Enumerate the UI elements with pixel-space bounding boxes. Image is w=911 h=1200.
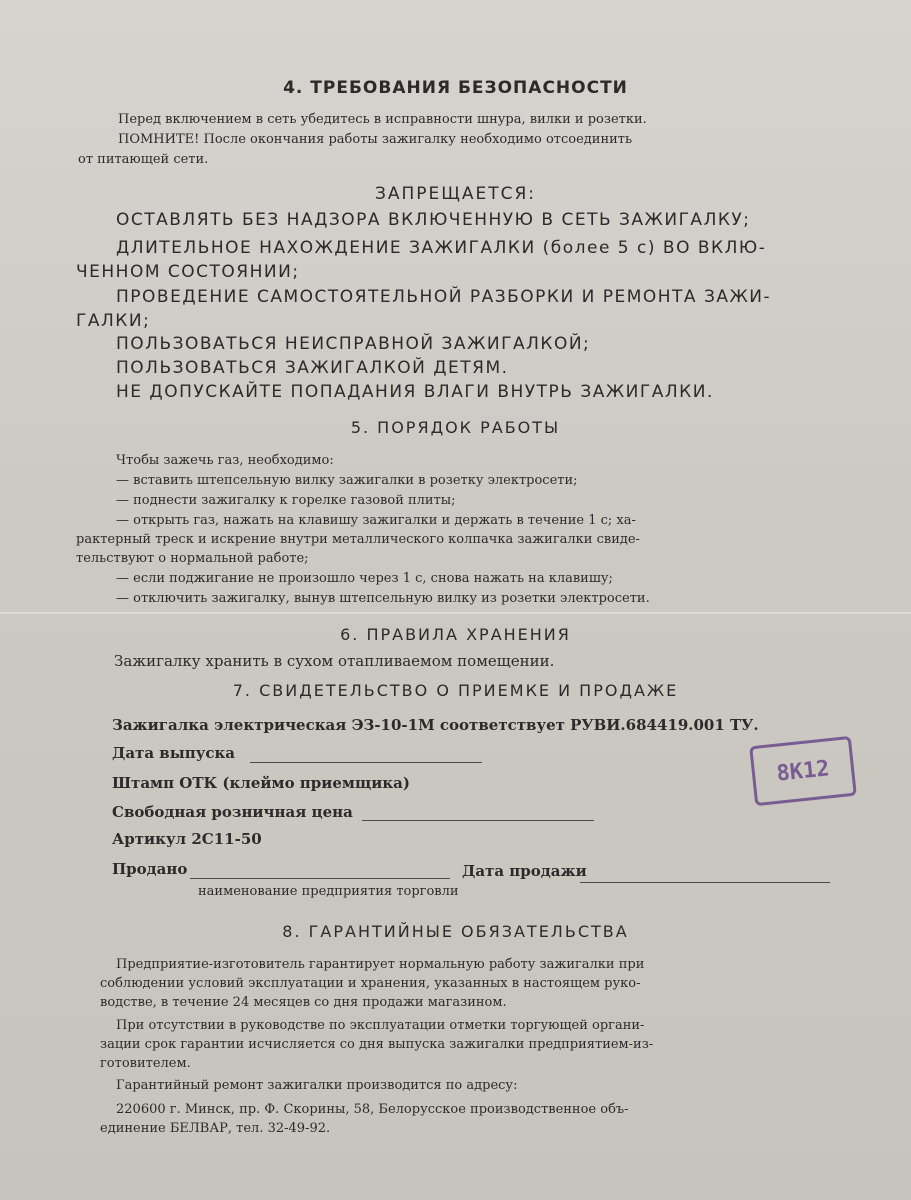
enterprise-caption: наименование предприятия торговли <box>198 884 459 899</box>
otk-stamp: 8К12 <box>749 736 857 806</box>
warranty-p3: Гарантийный ремонт зажигалки производится по адресу: <box>116 1078 518 1093</box>
forbidden-item-4: ПОЛЬЗОВАТЬСЯ НЕИСПРАВНОЙ ЗАЖИГАЛКОЙ; <box>116 334 591 354</box>
warranty-address-b: единение БЕЛВАР, тел. 32-49-92. <box>100 1121 331 1136</box>
section-4-title: 4. ТРЕБОВАНИЯ БЕЗОПАСНОСТИ <box>283 78 628 98</box>
forbidden-item-2b: ЧЕННОМ СОСТОЯНИИ; <box>76 262 300 282</box>
step-1: — вставить штепсельную вилку зажигалки в розетку электросети; <box>116 473 578 488</box>
paper-fold-line <box>0 612 911 614</box>
warranty-p1b: соблюдении условий эксплуатации и хранения, указанных в настоящем руко- <box>100 976 641 991</box>
section-7-title: 7. СВИДЕТЕЛЬСТВО О ПРИЕМКЕ И ПРОДАЖЕ <box>232 681 679 700</box>
warranty-p2b: зации срок гарантии исчисляется со дня выпуска зажигалки предприятием-из- <box>100 1037 654 1052</box>
forbidden-item-6: НЕ ДОПУСКАЙТЕ ПОПАДАНИЯ ВЛАГИ ВНУТРЬ ЗАЖИГАЛКИ. <box>116 382 714 402</box>
price-blank <box>362 820 594 821</box>
warranty-p2a: При отсутствии в руководстве по эксплуатации отметки торгующей органи- <box>116 1018 645 1033</box>
sale-date-label: Дата продажи <box>462 862 587 880</box>
section-4-p1: Перед включением в сеть убедитесь в исправности шнура, вилки и розетки. <box>118 112 647 127</box>
section-6-title: 6. ПРАВИЛА ХРАНЕНИЯ <box>340 625 571 644</box>
forbidden-item-1: ОСТАВЛЯТЬ БЕЗ НАДЗОРА ВКЛЮЧЕННУЮ В СЕТЬ ЗАЖИГАЛКУ; <box>116 210 751 230</box>
warranty-p2c: готовителем. <box>100 1056 191 1071</box>
sold-by-blank <box>190 878 450 879</box>
forbidden-item-3a: ПРОВЕДЕНИЕ САМОСТОЯТЕЛЬНОЙ РАЗБОРКИ И РЕМОНТА ЗАЖИ- <box>116 287 772 307</box>
forbidden-item-5: ПОЛЬЗОВАТЬСЯ ЗАЖИГАЛКОЙ ДЕТЯМ. <box>116 358 509 378</box>
forbidden-title: ЗАПРЕЩАЕТСЯ: <box>374 184 537 204</box>
step-4: — если поджигание не произошло через 1 с, снова нажать на клавишу; <box>116 571 613 586</box>
release-date-label: Дата выпуска <box>112 744 236 762</box>
section-4-p2b: от питающей сети. <box>78 152 209 167</box>
sold-label: Продано <box>112 860 188 878</box>
section-5-intro: Чтобы зажечь газ, необходимо: <box>116 453 334 468</box>
step-5: — отключить зажигалку, вынув штепсельную вилку из розетки электросети. <box>116 591 650 606</box>
warranty-address-a: 220600 г. Минск, пр. Ф. Скорины, 58, Белорусское производственное объ- <box>116 1102 629 1117</box>
article-number: Артикул 2С11-50 <box>112 830 262 848</box>
forbidden-item-3b: ГАЛКИ; <box>76 311 151 331</box>
step-3b: рактерный треск и искрение внутри металлического колпачка зажигалки свиде- <box>76 532 640 547</box>
warranty-p1c: водстве, в течение 24 месяцев со дня продажи магазином. <box>100 995 507 1010</box>
section-6-text: Зажигалку хранить в сухом отапливаемом помещении. <box>114 652 555 670</box>
forbidden-item-2a: ДЛИТЕЛЬНОЕ НАХОЖДЕНИЕ ЗАЖИГАЛКИ (более 5 с) ВО ВКЛЮ- <box>116 238 767 258</box>
warranty-p1a: Предприятие-изготовитель гарантирует нормальную работу зажигалки при <box>116 957 645 972</box>
section-8-title: 8. ГАРАНТИЙНЫЕ ОБЯЗАТЕЛЬСТВА <box>282 922 629 941</box>
section-4-p2a: ПОМНИТЕ! После окончания работы зажигалку необходимо отсоединить <box>118 132 633 147</box>
acceptance-line: Зажигалка электрическая ЭЗ-10-1М соответствует РУВИ.684419.001 ТУ. <box>112 716 759 734</box>
step-3c: тельствуют о нормальной работе; <box>76 551 309 566</box>
otk-stamp-label: Штамп ОТК (клеймо приемщика) <box>112 774 410 792</box>
section-5-title: 5. ПОРЯДОК РАБОТЫ <box>350 418 561 437</box>
release-date-blank <box>250 762 482 763</box>
step-2: — поднести зажигалку к горелке газовой плиты; <box>116 493 456 508</box>
step-3a: — открыть газ, нажать на клавишу зажигалки и держать в течение 1 с; ха- <box>116 513 636 528</box>
sale-date-blank <box>580 882 830 883</box>
price-label: Свободная розничная цена <box>112 803 353 821</box>
